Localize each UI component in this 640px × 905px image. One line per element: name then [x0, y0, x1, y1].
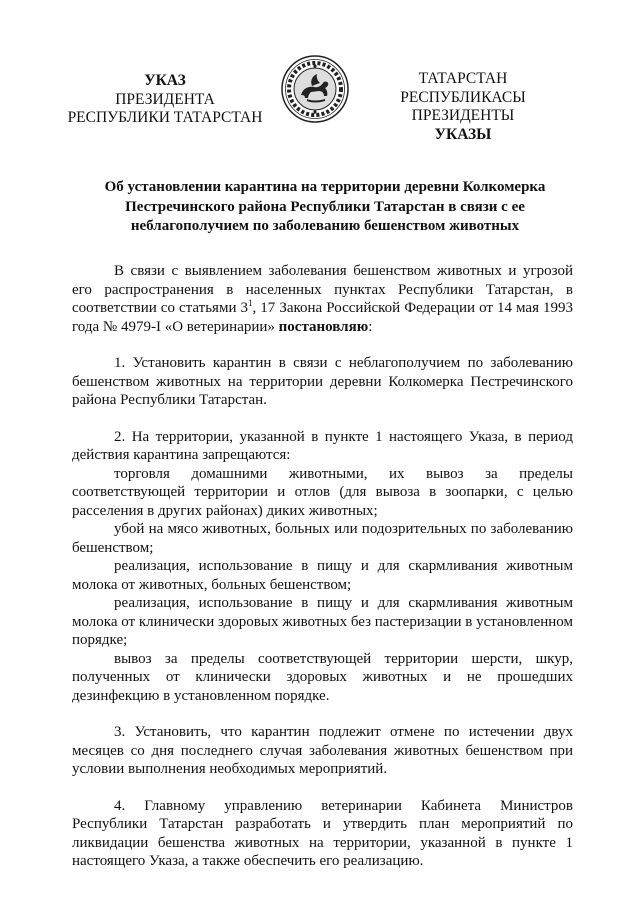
- header-left-line1: УКАЗ: [144, 72, 186, 89]
- preamble-part2: , 17 Закона Российской Федерации от 14 мая 1993 года № 4979-I «О ветеринарии»: [72, 300, 574, 335]
- item-2-list-entry: торговля домашними животными, их вывоз за пределы соответствующей территории и отлов (для вывоза в зоопарки, с целью расселения в других районах) диких животных;: [72, 465, 573, 519]
- item-2-list-entry: убой на мясо животных, больных или подозрительных по заболеванию бешенством;: [72, 521, 573, 556]
- decree-word: постановляю: [278, 318, 369, 335]
- header-right-line3: УКАЗЫ: [434, 125, 492, 143]
- header-right-line1: ТАТАРСТАН РЕСПУБЛИКАСЫ: [400, 70, 526, 106]
- preamble-colon: :: [368, 318, 373, 335]
- title-line3: неблагополучием по заболеванию бешенством животных: [130, 218, 520, 234]
- item-2-list-entry: вывоз за пределы соответствующей территории шерсти, шкур, полученных от клинически здоровых животных и не прошедших дезинфекцию в установленном порядке.: [72, 650, 573, 704]
- item-2-intro: 2. На территории, указанной в пункте 1 настоящего Указа, в период действия карантина запрещаются:: [72, 428, 573, 463]
- preamble-paragraph: [72, 262, 573, 336]
- decree-title: [72, 178, 578, 237]
- preamble-superscript: 1: [248, 298, 253, 308]
- tatarstan-coat-of-arms-icon: [281, 55, 349, 123]
- header-left-line2: ПРЕЗИДЕНТА: [115, 90, 215, 108]
- item-4-paragraph: 4. Главному управлению ветеринарии Кабинета Министров Республики Татарстан разработать и утвердить план мероприятий по ликвидации бешенства животных на территории, указанной в пункте 1 настоящего Указа, а также обеспечить его реализацию.: [72, 797, 573, 869]
- title-line1: Об установлении карантина на территории деревни Колкомерка: [104, 179, 546, 195]
- title-line2: Пестречинского района Республики Татарстан в связи с ее: [125, 198, 525, 215]
- item-2-list-entry: реализация, использование в пищу и для скармливания животным молока от клинически здоровых животных без пастеризации в установленном порядке;: [72, 595, 573, 648]
- preamble-part1: В связи с выявлением заболевания бешенством животных и угрозой его распространения в населенных пунктах Республики Татарстан, в соответствии со статьями 3: [72, 263, 573, 316]
- header-left-russian: [62, 72, 268, 128]
- header-right-tatar: [358, 70, 568, 144]
- header-right-line2: ПРЕЗИДЕНТЫ: [411, 107, 515, 124]
- document-header: [0, 0, 640, 150]
- item-3-paragraph: 3. Установить, что карантин подлежит отмене по истечении двух месяцев со дня последнего случая заболевания животных бешенством при условии выполнения необходимых мероприятий.: [72, 724, 573, 777]
- header-left-line3: РЕСПУБЛИКИ ТАТАРСТАН: [67, 109, 263, 126]
- item-2-list-entry: реализация, использование в пищу и для скармливания животным молока от животных, больных бешенством;: [72, 558, 573, 593]
- decree-body: [72, 262, 573, 871]
- item-1-paragraph: 1. Установить карантин в связи с неблагополучием по заболеванию бешенством животных на территории деревни Колкомерка Пестречинского района Республики Татарстан.: [72, 355, 573, 408]
